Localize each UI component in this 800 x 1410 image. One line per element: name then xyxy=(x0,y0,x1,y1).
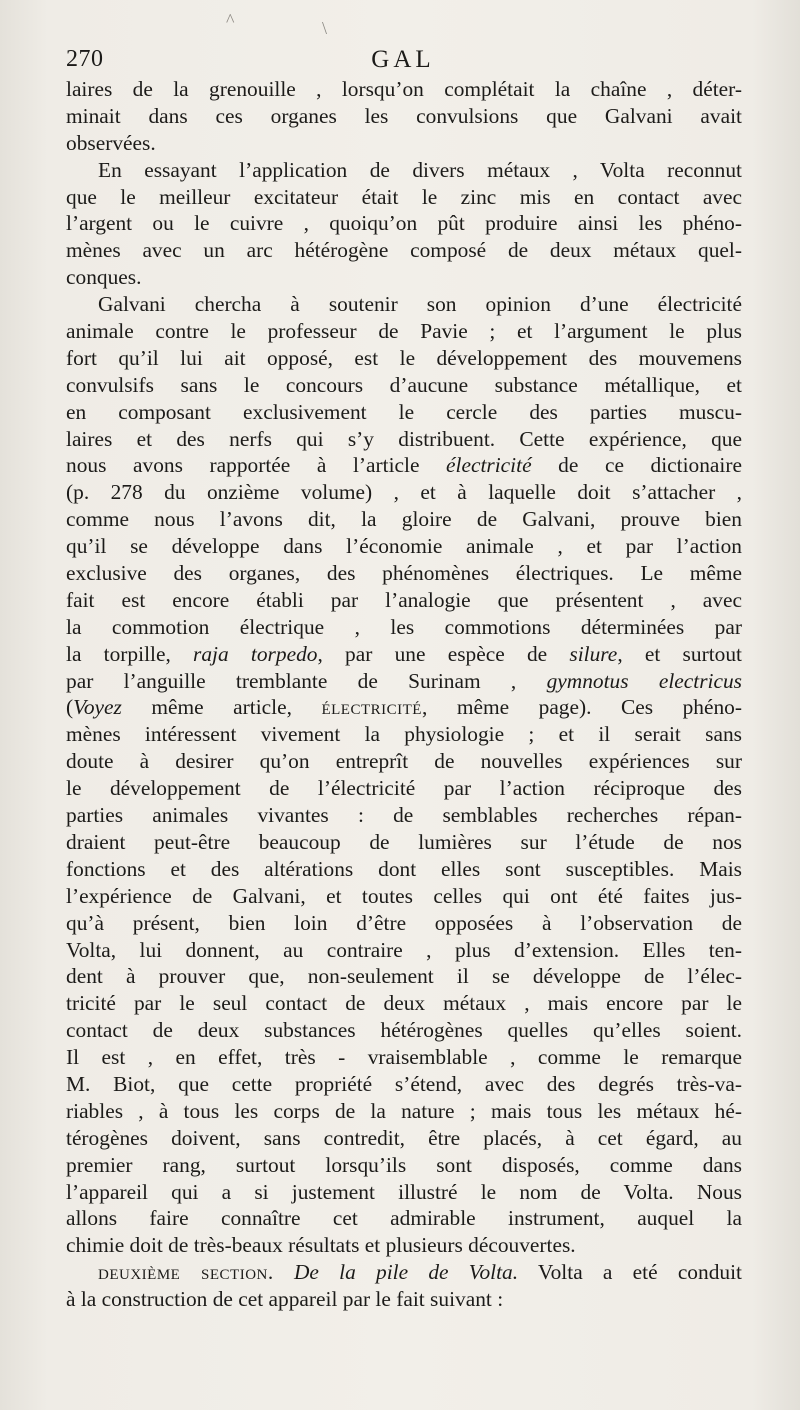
text-line xyxy=(66,587,742,614)
text-run: tricité par le seul contact de deux métaux , mais encore par le xyxy=(66,991,742,1016)
italic-text: raja torpedo xyxy=(193,641,318,666)
text-run: mènes avec un arc hétérogène composé de deux métaux quel- xyxy=(66,238,742,263)
text-run: minait dans ces organes les convulsions que Galvani avait xyxy=(66,103,742,128)
text-run: En essayant l’application de divers métaux , Volta reconnut xyxy=(98,157,742,182)
text-run: , par une espèce de xyxy=(317,641,570,666)
text-line xyxy=(66,694,742,721)
text-line xyxy=(66,1125,742,1152)
text-run: parties animales vivantes : de semblables recherches répan- xyxy=(66,803,742,828)
text-run: draient peut-être beaucoup de lumières sur l’étude de nos xyxy=(66,829,742,854)
text-line xyxy=(66,157,742,184)
text-run xyxy=(274,1260,294,1284)
text-run: doute à desirer qu’on entreprît de nouvelles expériences sur xyxy=(66,749,742,774)
text-line xyxy=(66,452,742,479)
text-line xyxy=(66,910,742,937)
text-run: par l’anguille tremblante de Surinam , xyxy=(66,668,547,693)
text-line xyxy=(66,990,742,1017)
text-run: à la construction de cet appareil par le fait suivant : xyxy=(66,1287,504,1312)
text-line xyxy=(66,184,742,211)
text-run: fonctions et des altérations dont elles sont susceptibles. Mais xyxy=(66,856,742,881)
text-line xyxy=(66,1286,742,1313)
text-run: Volta, lui donnent, au contraire , plus d’extension. Elles ten- xyxy=(66,937,742,962)
text-line xyxy=(66,103,742,130)
italic-text: Voyez xyxy=(73,695,122,720)
text-run: la commotion électrique , les commotions déterminées par xyxy=(66,614,742,639)
text-run: mènes intéressent vivement la physiologie ; et il serait sans xyxy=(66,722,742,747)
text-line xyxy=(66,1071,742,1098)
italic-text: électricité xyxy=(446,453,532,478)
text-line xyxy=(66,318,742,345)
text-run: convulsifs sans le concours d’aucune substance métallique, et xyxy=(66,372,742,397)
text-run: l’appareil qui a si justement illustré le nom de Volta. Nous xyxy=(66,1179,742,1204)
text-line xyxy=(66,426,742,453)
text-run: l’argent ou le cuivre , quoiqu’on pût produire ainsi les phéno- xyxy=(66,211,742,236)
text-line xyxy=(66,1259,742,1286)
text-line xyxy=(66,963,742,990)
text-line xyxy=(66,76,742,103)
text-run: animale contre le professeur de Pavie ; et l’argument le plus xyxy=(66,319,742,344)
text-run: la torpille, xyxy=(66,641,194,666)
text-run: fort qu’il lui ait opposé, est le développement des mouvemens xyxy=(66,345,742,370)
small-caps-text: deuxième section. xyxy=(98,1260,274,1285)
text-run: comme nous l’avons dit, la gloire de Galvani, prouve bien xyxy=(66,507,742,532)
text-line xyxy=(66,479,742,506)
text-run: (p. 278 du onzième volume) , et à laquelle doit s’attacher , xyxy=(66,480,742,505)
text-run: le développement de l’électricité par l’action réciproque des xyxy=(66,776,742,801)
text-line xyxy=(66,210,742,237)
text-line xyxy=(66,533,742,560)
text-run: laires et des nerfs qui s’y distribuent. Cette expérience, que xyxy=(66,426,742,451)
text-line xyxy=(66,560,742,587)
text-line xyxy=(66,937,742,964)
text-run: Volta a eté conduit xyxy=(518,1260,742,1285)
text-line xyxy=(66,721,742,748)
text-run: térogènes doivent, sans contredit, être placés, à cet égard, au xyxy=(66,1125,742,1150)
text-run: fait est encore établi par l’analogie que présentent , avec xyxy=(66,587,742,612)
text-run: premier rang, surtout lorsqu’ils sont disposés, comme dans xyxy=(66,1152,742,1177)
text-line xyxy=(66,1179,742,1206)
text-run: Galvani chercha à soutenir son opinion d’une électricité xyxy=(98,292,742,317)
text-line xyxy=(66,345,742,372)
text-line xyxy=(66,641,742,668)
italic-text: gymnotus electricus xyxy=(546,668,742,693)
text-line xyxy=(66,264,742,291)
text-line xyxy=(66,372,742,399)
text-line xyxy=(66,883,742,910)
text-run: riables , à tous les corps de la nature ; mais tous les métaux hé- xyxy=(66,1098,742,1123)
text-line xyxy=(66,1098,742,1125)
running-head: GAL xyxy=(371,46,435,73)
text-run: , et surtout xyxy=(617,641,742,666)
text-line xyxy=(66,399,742,426)
text-run: même article, xyxy=(121,695,322,720)
text-line xyxy=(66,1044,742,1071)
top-speck: ^ xyxy=(226,10,235,30)
text-run: chimie doit de très-beaux résultats et plusieurs découvertes. xyxy=(66,1233,576,1258)
page-number: 270 xyxy=(66,46,104,72)
text-line xyxy=(66,775,742,802)
text-line xyxy=(66,291,742,318)
text-run: laires de la grenouille , lorsqu’on complétait la chaîne , déter- xyxy=(66,77,742,101)
text-line xyxy=(66,237,742,264)
text-run: M. Biot, que cette propriété s’étend, avec des degrés très-va- xyxy=(66,1071,742,1096)
text-run: conques. xyxy=(66,265,142,290)
text-run: Il est , en effet, très - vraisemblable , comme le remarque xyxy=(66,1045,742,1070)
text-run: que le meilleur excitateur était le zinc mis en contact avec xyxy=(66,184,742,209)
body-text xyxy=(66,76,742,1313)
text-run: exclusive des organes, des phénomènes électriques. Le même xyxy=(66,561,742,586)
text-run: ( xyxy=(66,695,74,720)
text-run: l’expérience de Galvani, et toutes celles qui ont été faites jus- xyxy=(66,883,742,908)
text-line xyxy=(66,1017,742,1044)
text-line xyxy=(66,1232,742,1259)
small-caps-text: électricité xyxy=(321,695,422,720)
text-line xyxy=(66,130,742,157)
text-run: allons faire connaître cet admirable instrument, auquel la xyxy=(66,1206,742,1231)
text-run: , même page). Ces phéno- xyxy=(421,695,743,720)
text-run: en composant exclusivement le cercle des parties muscu- xyxy=(66,399,742,424)
text-line xyxy=(66,1205,742,1232)
text-run: observées. xyxy=(66,130,156,155)
italic-text: De la pile de Volta. xyxy=(293,1260,519,1285)
text-run: dent à prouver que, non-seulement il se développe de l’élec- xyxy=(66,964,742,989)
italic-text: silure xyxy=(569,641,618,666)
top-stroke: \ xyxy=(322,18,328,38)
text-line xyxy=(66,1152,742,1179)
text-line xyxy=(66,614,742,641)
text-run: qu’il se développe dans l’économie animale , et par l’action xyxy=(66,534,742,559)
text-line xyxy=(66,802,742,829)
text-run: contact de deux substances hétérogènes quelles qu’elles soient. xyxy=(66,1018,742,1043)
text-run: de ce dictionaire xyxy=(531,453,742,478)
text-line xyxy=(66,748,742,775)
text-line xyxy=(66,856,742,883)
text-line xyxy=(66,668,742,695)
text-line xyxy=(66,829,742,856)
text-run: qu’à présent, bien loin d’être opposées à l’observation de xyxy=(66,910,742,935)
text-line xyxy=(66,506,742,533)
text-run: nous avons rapportée à l’article xyxy=(66,453,447,478)
